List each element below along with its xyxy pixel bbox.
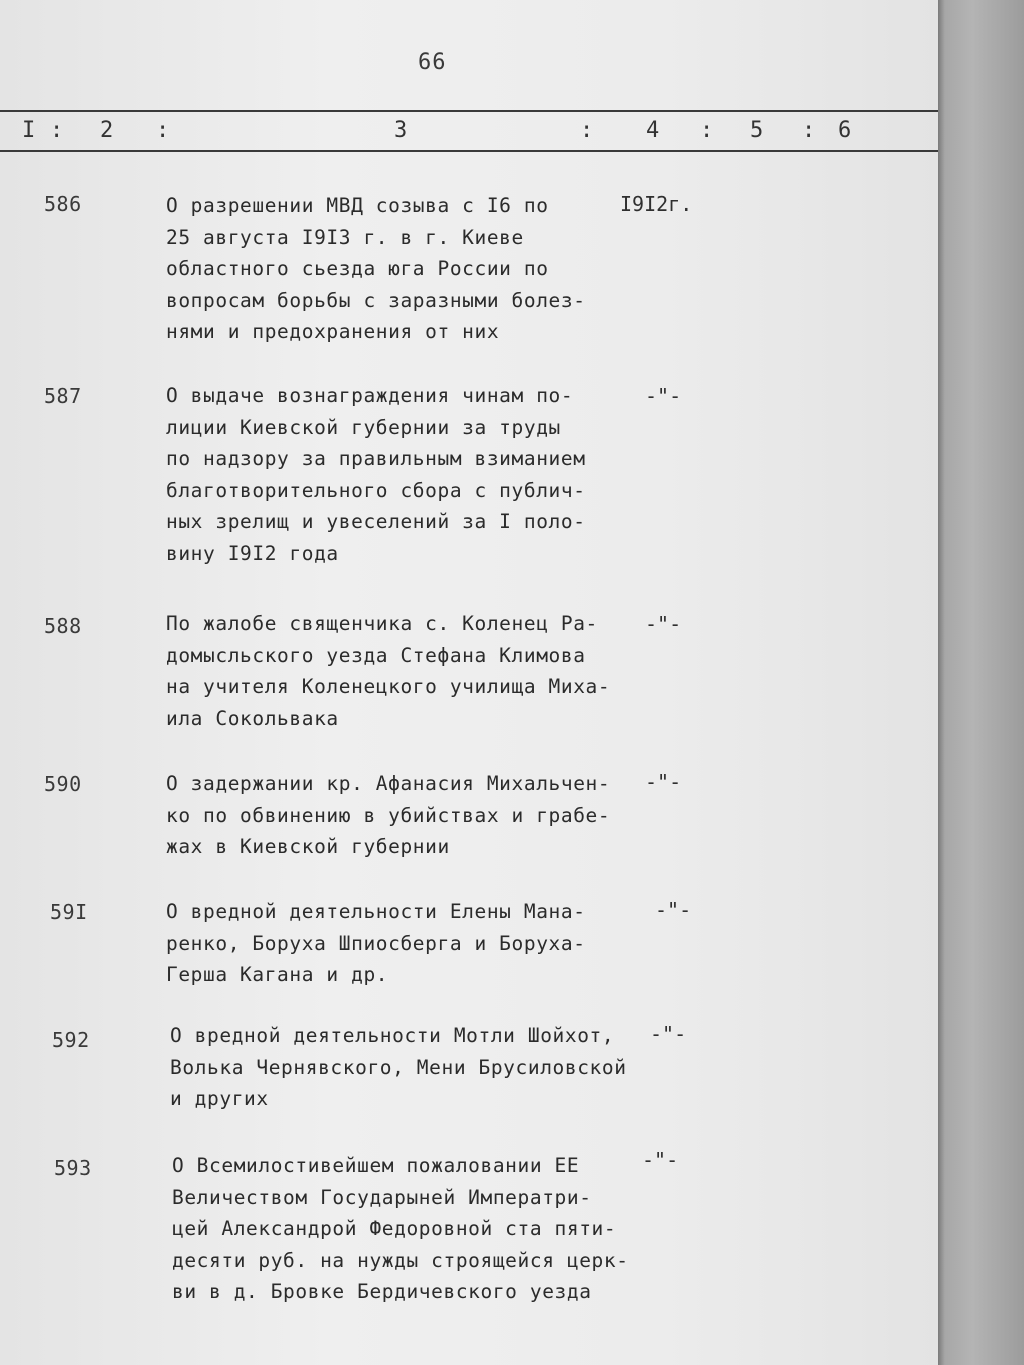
entry-title-line: О вредной деятельности Мотли Шойхот,	[170, 1024, 615, 1047]
entry-ditto-mark: -"-	[650, 1022, 687, 1046]
entry-title-line: жах в Киевской губернии	[166, 835, 450, 859]
entry-title-line: О Всемилостивейшем пожаловании ЕЕ	[172, 1154, 580, 1177]
column-header-3: 3	[394, 118, 408, 143]
column-separator: :	[700, 118, 714, 143]
entry-number: 593	[54, 1156, 92, 1180]
column-header-1: I	[22, 118, 36, 143]
header-rule-bottom	[0, 150, 938, 152]
entry-title-line: по надзору за правильным взиманием	[166, 447, 586, 471]
entry-title-line: Величеством Государыней Императри-	[172, 1185, 592, 1209]
entry-title	[166, 768, 636, 863]
header-rule-top	[0, 110, 938, 112]
column-separator: :	[156, 118, 170, 143]
entry-title-line: вину I9I2 года	[166, 541, 339, 565]
entry-title-line: и других	[170, 1087, 269, 1111]
entry-title-line: на учителя Коленецкого училища Миха-	[166, 675, 611, 699]
column-header-5: 5	[750, 118, 764, 143]
entry-title-line: О разрешении МВД созыва с I6 по	[166, 194, 549, 217]
entry-title-line: десяти руб. на нужды строящейся церк-	[172, 1248, 629, 1272]
entry-title	[166, 896, 636, 991]
entry-title-line: ко по обвинению в убийствах и грабе-	[166, 803, 611, 827]
entry-number: 586	[44, 192, 82, 216]
entry-title	[166, 380, 636, 570]
entry-title-line: нями и предохранения от них	[166, 320, 500, 344]
entry-title-line: ви в д. Бровке Бердичевского уезда	[172, 1280, 592, 1304]
column-separator: :	[802, 118, 816, 143]
entry-title-line: Герша Кагана и др.	[166, 963, 389, 987]
entry-title-line: областного сьезда юга России по	[166, 257, 549, 281]
entry-title-line: О вредной деятельности Елены Мана-	[166, 900, 586, 923]
entry-number: 59I	[50, 900, 88, 924]
entry-title-line: О задержании кр. Афанасия Михальчен-	[166, 772, 611, 795]
column-separator: :	[580, 118, 594, 143]
entry-ditto-mark: -"-	[645, 612, 682, 636]
entry-title-line: 25 августа I9I3 г. в г. Киеве	[166, 225, 524, 249]
entry-title-line: цей Александрой Федоровной ста пяти-	[172, 1217, 617, 1241]
entry-ditto-mark: -"-	[645, 384, 682, 408]
entry-title-line: По жалобе священчика с. Коленец Ра-	[166, 612, 598, 635]
entry-title-line: О выдаче вознаграждения чинам по-	[166, 384, 574, 407]
entry-title	[172, 1150, 642, 1308]
background-surface	[938, 0, 1024, 1365]
entry-ditto-mark: -"-	[645, 770, 682, 794]
column-header-4: 4	[646, 118, 660, 143]
entry-title-line: вопросам борьбы с заразными болез-	[166, 288, 586, 312]
page-number: 66	[418, 50, 447, 75]
entry-number: 588	[44, 614, 82, 638]
entry-number: 592	[52, 1028, 90, 1052]
entry-title-line: домысльского уезда Стефана Климова	[166, 643, 586, 667]
entry-ditto-mark: -"-	[655, 898, 692, 922]
column-separator: :	[50, 118, 64, 143]
entry-ditto-mark: -"-	[642, 1148, 679, 1172]
entry-title-line: ренко, Боруха Шпиосберга и Боруха-	[166, 931, 586, 955]
entry-title-line: лиции Киевской губернии за труды	[166, 415, 561, 439]
entry-number: 590	[44, 772, 82, 796]
entry-title	[166, 608, 636, 734]
column-header-2: 2	[100, 118, 114, 143]
entry-title-line: ила Сокольвака	[166, 706, 339, 730]
entry-title	[166, 190, 636, 348]
entry-title	[170, 1020, 640, 1115]
entry-title-line: Волька Чернявского, Мени Брусиловской	[170, 1055, 627, 1079]
entry-title-line: ных зрелищ и увеселений за I поло-	[166, 510, 586, 534]
entry-date: I9I2г.	[620, 192, 693, 216]
entry-number: 587	[44, 384, 82, 408]
column-header-6: 6	[838, 118, 852, 143]
entry-title-line: благотворительного сбора с публич-	[166, 478, 586, 502]
column-header-row	[0, 114, 938, 148]
